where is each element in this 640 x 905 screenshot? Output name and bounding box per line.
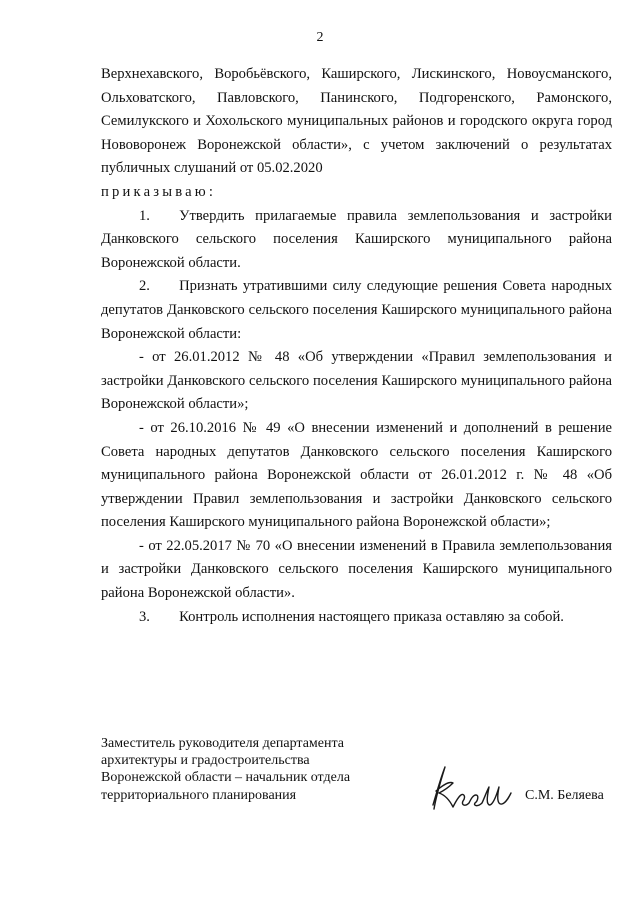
document-body [101,63,612,629]
signatory-title-line: Воронежской области – начальник отдела [101,770,351,786]
paragraph-item-2: 2. Признать утратившими силу следующие решения Совета народных депутатов Данковского сельского поселения Каширского муниципального района Воронежской области: [101,278,612,342]
paragraph-item-3: 3. Контроль исполнения настоящего приказа оставляю за собой. [139,608,564,625]
signatory-title-line: архитектуры и градостроительства [101,753,310,769]
signatory-title-line: территориального планирования [101,787,297,803]
order-word: приказываю: [101,183,217,200]
paragraph-subitem-1: - от 26.01.2012 № 48 «Об утверждении «Правил землепользования и застройки Данковского сельского поселения Каширского муниципального района Воронежской области»; [101,349,612,413]
page-number: 2 [316,30,324,45]
paragraph-subitem-2: - от 26.10.2016 № 49 «О внесении изменений и дополнений в решение Совета народных депутатов Данковского сельского поселения Каширского муниципального района Воронежской области от 26.01.2012 г. № 48 «Об утверждении Правил землепользования и застройки Данковского сельского поселения Каширского муниципального района Воронежской области»; [101,419,612,531]
paragraph-intro: Верхнехавского, Воробьёвского, Каширского, Лискинского, Новоусманского, Ольховатского, Павловского, Панинского, Подгоренского, Рамонского, Семилукского и Хохольского муниципальных районов и городского округа город Нововоронеж Воронежской области», с учетом заключений о результатах публичных слушаний от 05.02.2020 [101,66,612,177]
signatory-title-line: Заместитель руководителя департамента [101,736,344,751]
signatory-name: С.М. Беляева [525,788,604,803]
paragraph-item-1: 1. Утвердить прилагаемые правила землепользования и застройки Данковского сельского поселения Каширского муниципального района Воронежской области. [101,207,612,271]
handwritten-signature [423,757,523,817]
paragraph-subitem-3: - от 22.05.2017 № 70 «О внесении изменений в Правила землепользования и застройки Данковского сельского поселения Каширского муниципального района Воронежской области». [101,537,612,602]
signature-block [101,735,621,804]
